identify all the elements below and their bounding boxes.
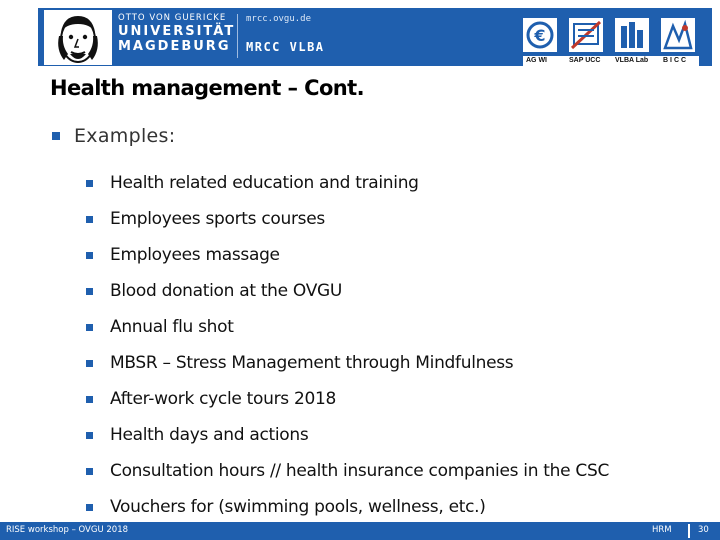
- partner-logos: [523, 18, 699, 70]
- list-item: [86, 345, 609, 381]
- list-item: [86, 489, 609, 525]
- list-item-text: Blood donation at the OVGU: [110, 281, 343, 301]
- square-bullet-icon: [86, 216, 93, 223]
- university-wordmark: [118, 12, 235, 54]
- header-divider: [237, 14, 238, 58]
- list-item-text: Vouchers for (swimming pools, wellness, etc.): [110, 497, 486, 517]
- partner-logo-labels: [523, 56, 699, 68]
- examples-list: [86, 165, 609, 525]
- square-bullet-icon: [86, 432, 93, 439]
- list-item: [86, 381, 609, 417]
- center-url: mrcc.ovgu.de: [246, 14, 312, 24]
- university-line-3: MAGDEBURG: [118, 39, 231, 54]
- square-bullet-icon: [86, 180, 93, 187]
- sap-ucc-logo-icon: [569, 18, 603, 52]
- square-bullet-icon: [86, 504, 93, 511]
- svg-text:€: €: [534, 26, 546, 45]
- level1-bullet-item: [52, 125, 175, 147]
- center-name: MRCC VLBA: [246, 40, 325, 54]
- list-item: [86, 453, 609, 489]
- logo-label-ag-wi: AG WI: [526, 57, 547, 64]
- list-item-text: Health days and actions: [110, 425, 309, 445]
- list-item-text: Consultation hours // health insurance companies in the CSC: [110, 461, 610, 481]
- university-line-1: OTTO VON GUERICKE: [118, 13, 227, 23]
- university-crest-logo: [44, 10, 112, 65]
- list-item: [86, 201, 609, 237]
- vlba-lab-logo-icon: [615, 18, 649, 52]
- square-bullet-icon: [86, 396, 93, 403]
- university-line-2: UNIVERSITÄT: [118, 24, 236, 39]
- bicc-logo-icon: [661, 18, 695, 52]
- level1-bullet-text: Examples:: [74, 125, 176, 147]
- list-item-text: Employees massage: [110, 245, 280, 265]
- slide-footer: [0, 522, 720, 540]
- square-bullet-icon: [52, 132, 60, 140]
- slide-title: Health management – Cont.: [50, 76, 364, 100]
- footer-separator: [688, 524, 690, 538]
- list-item: [86, 237, 609, 273]
- list-item-text: MBSR – Stress Management through Mindfulness: [110, 353, 514, 373]
- list-item: [86, 165, 609, 201]
- footer-section-text: HRM: [652, 525, 672, 535]
- ag-wi-logo-icon: [523, 18, 557, 52]
- list-item-text: Annual flu shot: [110, 317, 234, 337]
- list-item-text: Health related education and training: [110, 173, 419, 193]
- list-item: [86, 417, 609, 453]
- page-number: 30: [698, 525, 709, 535]
- footer-event-text: RISE workshop – OVGU 2018: [6, 525, 129, 535]
- list-item: [86, 273, 609, 309]
- square-bullet-icon: [86, 360, 93, 367]
- list-item: [86, 309, 609, 345]
- list-item-text: After-work cycle tours 2018: [110, 389, 337, 409]
- square-bullet-icon: [86, 252, 93, 259]
- list-item-text: Employees sports courses: [110, 209, 325, 229]
- logo-label-bicc: BICC: [663, 57, 689, 64]
- logo-label-vlba-lab: VLBA Lab: [615, 57, 649, 64]
- square-bullet-icon: [86, 324, 93, 331]
- square-bullet-icon: [86, 468, 93, 475]
- logo-label-sap-ucc: SAP UCC: [569, 57, 601, 64]
- square-bullet-icon: [86, 288, 93, 295]
